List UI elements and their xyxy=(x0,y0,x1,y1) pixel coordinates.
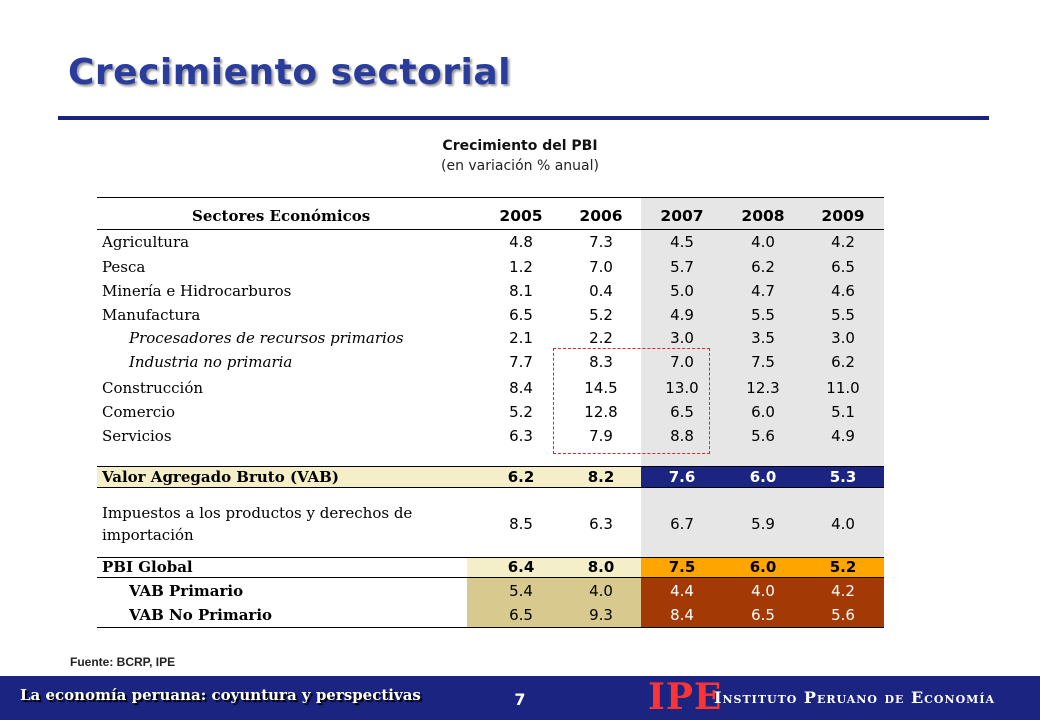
cell: 7.3 xyxy=(589,233,613,251)
row-label: Agricultura xyxy=(102,233,190,251)
cell: 6.5 xyxy=(751,606,775,624)
vab-primario-row xyxy=(97,580,884,602)
table-row xyxy=(97,401,884,423)
header-year: 2008 xyxy=(741,207,785,225)
cell: 7.9 xyxy=(589,427,613,445)
cell: 7.5 xyxy=(668,558,696,576)
cell: 4.8 xyxy=(509,233,533,251)
cell: 5.4 xyxy=(509,582,533,600)
cell: 8.4 xyxy=(670,606,694,624)
cell: 0.4 xyxy=(589,282,613,300)
cell: 5.6 xyxy=(831,606,855,624)
cell: 7.6 xyxy=(668,468,696,486)
table-row xyxy=(97,377,884,399)
title-divider xyxy=(58,116,989,120)
cell: 11.0 xyxy=(826,379,860,397)
cell: 6.0 xyxy=(751,403,775,421)
cell: 12.3 xyxy=(746,379,780,397)
cell: 12.8 xyxy=(584,403,618,421)
row-label: Minería e Hidrocarburos xyxy=(102,282,292,300)
page-number: 7 xyxy=(514,690,526,709)
cell: 5.0 xyxy=(670,282,694,300)
cell: 8.3 xyxy=(589,353,613,371)
cell: 5.2 xyxy=(589,306,613,324)
row-label: Servicios xyxy=(102,427,172,445)
cell: 5.7 xyxy=(670,258,694,276)
pbi-row xyxy=(97,556,884,578)
cell: 8.4 xyxy=(509,379,533,397)
cell: 6.7 xyxy=(670,515,694,533)
cell: 5.1 xyxy=(831,403,855,421)
footer-text: La economía peruana: coyuntura y perspectivas xyxy=(20,686,421,704)
cell: 4.9 xyxy=(670,306,694,324)
cell: 9.3 xyxy=(589,606,613,624)
table-row xyxy=(97,351,884,373)
cell: 4.5 xyxy=(670,233,694,251)
row-label: Comercio xyxy=(102,403,176,421)
cell: 7.7 xyxy=(509,353,533,371)
table-top-rule xyxy=(97,197,884,198)
cell: 4.6 xyxy=(831,282,855,300)
cell: 4.9 xyxy=(831,427,855,445)
row-label-line2: importación xyxy=(102,526,194,544)
row-label: Procesadores de recursos primarios xyxy=(129,329,404,347)
table-row xyxy=(97,327,884,349)
header-year: 2007 xyxy=(660,207,704,225)
ipe-logo: IPE xyxy=(648,676,723,718)
row-label: Construcción xyxy=(102,379,204,397)
cell: 6.2 xyxy=(751,258,775,276)
table-row xyxy=(97,425,884,447)
cell: 3.5 xyxy=(751,329,775,347)
cell: 6.4 xyxy=(507,558,535,576)
cell: 5.2 xyxy=(509,403,533,421)
cell: 4.0 xyxy=(751,582,775,600)
cell: 8.0 xyxy=(587,558,615,576)
cell: 5.5 xyxy=(751,306,775,324)
table-row xyxy=(97,280,884,302)
table-row xyxy=(97,256,884,278)
cell: 6.5 xyxy=(831,258,855,276)
cell: 6.0 xyxy=(749,468,777,486)
table-row xyxy=(97,304,884,326)
cell: 6.5 xyxy=(670,403,694,421)
table-bottom-rule xyxy=(97,627,884,628)
cell: 5.5 xyxy=(831,306,855,324)
row-label: VAB Primario xyxy=(129,582,244,600)
cell: 4.4 xyxy=(670,582,694,600)
cell: 1.2 xyxy=(509,258,533,276)
row-label-line1: Impuestos a los productos y derechos de xyxy=(102,504,413,522)
table-title: Crecimiento del PBI xyxy=(442,138,598,154)
cell: 3.0 xyxy=(670,329,694,347)
cell: 6.3 xyxy=(589,515,613,533)
cell: 8.8 xyxy=(670,427,694,445)
cell: 4.0 xyxy=(831,515,855,533)
cell: 4.2 xyxy=(831,582,855,600)
cell: 14.5 xyxy=(584,379,618,397)
table-header xyxy=(97,205,884,227)
cell: 4.0 xyxy=(751,233,775,251)
cell: 6.0 xyxy=(749,558,777,576)
cell: 7.5 xyxy=(751,353,775,371)
cell: 7.0 xyxy=(670,353,694,371)
cell: 8.1 xyxy=(509,282,533,300)
cell: 5.9 xyxy=(751,515,775,533)
header-year: 2006 xyxy=(579,207,623,225)
cell: 5.6 xyxy=(751,427,775,445)
cell: 5.2 xyxy=(829,558,857,576)
row-label: Valor Agregado Bruto (VAB) xyxy=(102,468,339,486)
cell: 6.5 xyxy=(509,306,533,324)
row-label: VAB No Primario xyxy=(129,606,273,624)
header-label: Sectores Económicos xyxy=(192,207,371,225)
cell: 13.0 xyxy=(665,379,699,397)
cell: 5.3 xyxy=(829,468,857,486)
header-year: 2009 xyxy=(821,207,865,225)
vab-row xyxy=(97,466,884,488)
row-label: Manufactura xyxy=(102,306,201,324)
cell: 6.3 xyxy=(509,427,533,445)
row-label: PBI Global xyxy=(102,558,193,576)
cell: 2.2 xyxy=(589,329,613,347)
cell: 8.5 xyxy=(509,515,533,533)
cell: 6.5 xyxy=(509,606,533,624)
header-year: 2005 xyxy=(499,207,543,225)
cell: 6.2 xyxy=(831,353,855,371)
cell: 8.2 xyxy=(587,468,615,486)
row-label: Industria no primaria xyxy=(129,353,293,371)
cell: 2.1 xyxy=(509,329,533,347)
cell: 3.0 xyxy=(831,329,855,347)
slide-title: Crecimiento sectorial xyxy=(68,52,511,93)
table-subtitle: (en variación % anual) xyxy=(441,158,599,174)
cell: 4.0 xyxy=(589,582,613,600)
ipe-logo-text: Instituto Peruano de Economía xyxy=(714,688,996,707)
cell: 4.2 xyxy=(831,233,855,251)
footer-bar xyxy=(0,676,1040,720)
cell: 7.0 xyxy=(589,258,613,276)
header-bottom-rule xyxy=(97,229,884,230)
vab-no-primario-row xyxy=(97,604,884,626)
cell: 4.7 xyxy=(751,282,775,300)
highlight-dashed-box xyxy=(553,348,710,454)
source-note: Fuente: BCRP, IPE xyxy=(70,655,176,669)
cell: 6.2 xyxy=(507,468,535,486)
row-label: Pesca xyxy=(102,258,146,276)
table-row xyxy=(97,231,884,253)
impuestos-row xyxy=(97,502,884,546)
